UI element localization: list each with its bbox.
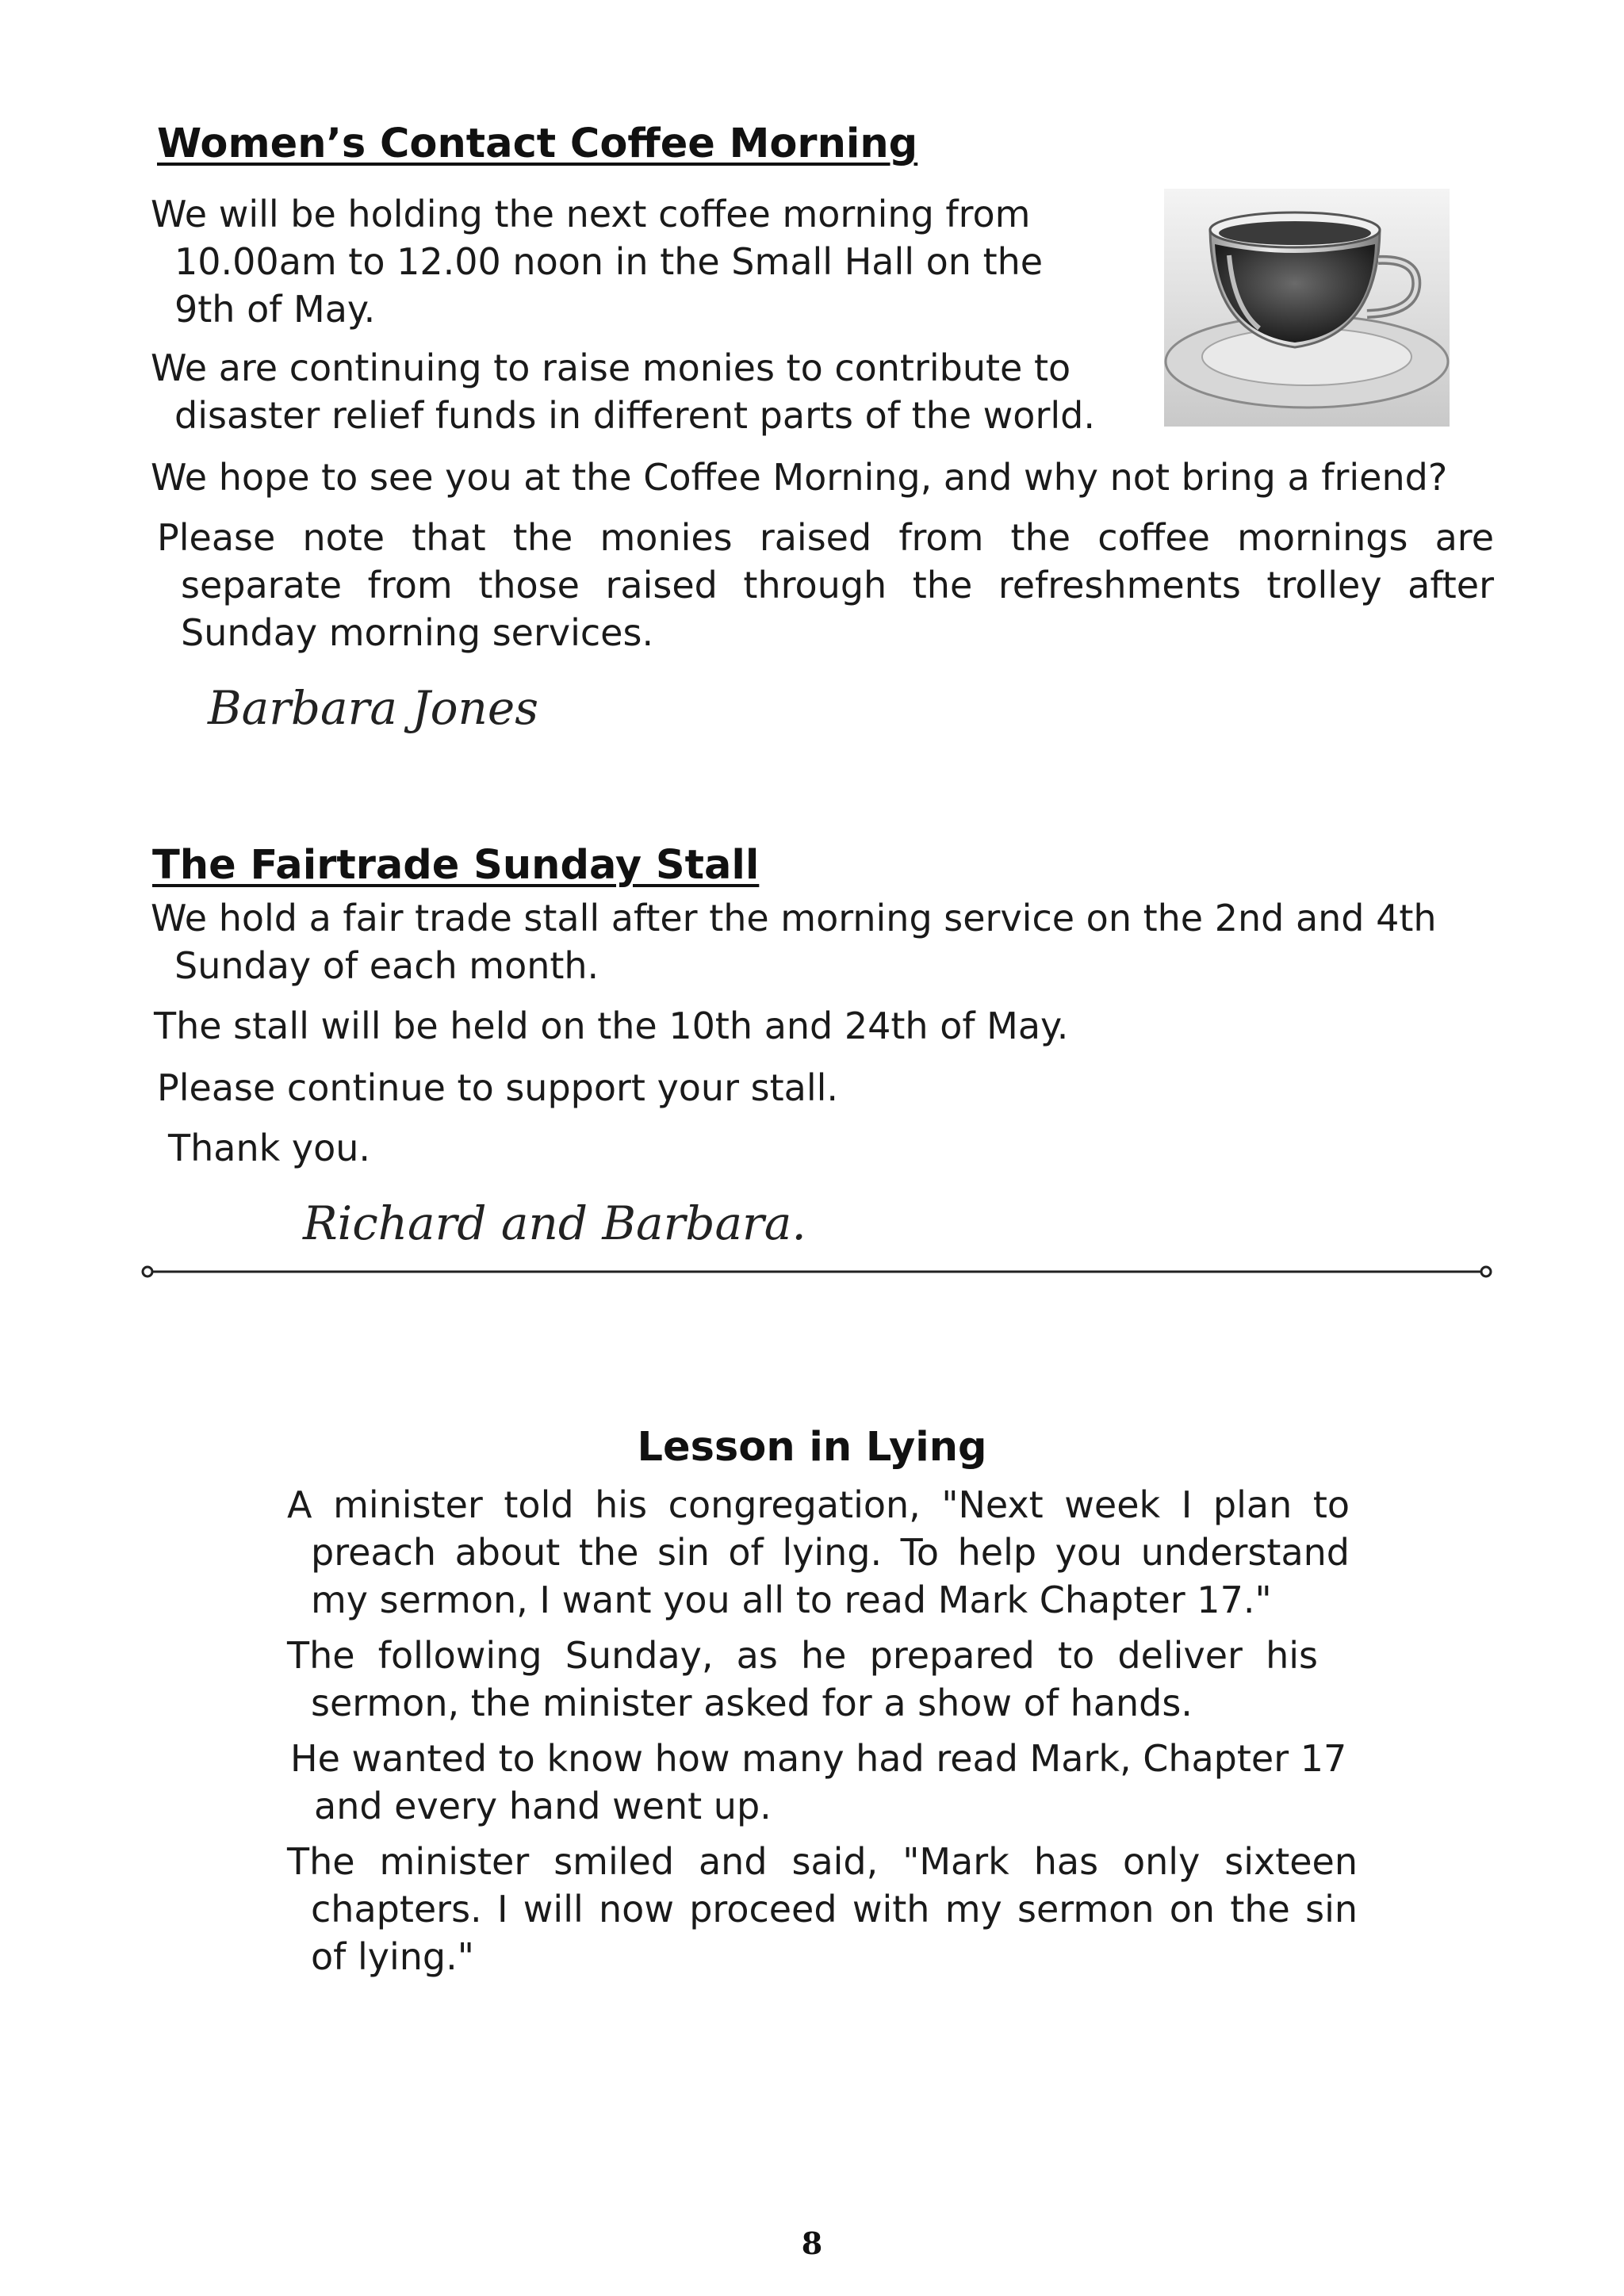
coffee-morning-paragraph: We are continuing to raise monies to contribute to disaster relief funds in different parts of the world. bbox=[151, 346, 1095, 437]
lesson-heading: Lesson in Lying bbox=[637, 1424, 987, 1471]
section-divider bbox=[141, 1262, 1492, 1281]
page-number: 8 bbox=[801, 2225, 823, 2261]
fairtrade-paragraph: We hold a fair trade stall after the morning service on the 2nd and 4th Sunday of each month. bbox=[151, 897, 1437, 987]
fairtrade-heading: The Fairtrade Sunday Stall bbox=[152, 842, 760, 889]
teacup-icon bbox=[1164, 189, 1450, 427]
coffee-morning-paragraph: We will be holding the next coffee morning from 10.00am to 12.00 noon in the Small Hall on the 9th of May. bbox=[151, 193, 1044, 331]
lesson-paragraph: He wanted to know how many had read Mark, Chapter 17 and every hand went up. bbox=[290, 1737, 1347, 1827]
signature-barbara-jones: Barbara Jones bbox=[208, 681, 538, 735]
lesson-paragraph: The minister smiled and said, "Mark has only sixteen chapters. I will now proceed with my sermon on the sin of lying." bbox=[287, 1840, 1358, 1978]
lesson-paragraph: A minister told his congregation, "Next week I plan to preach about the sin of lying. To help you understand my sermon, I want you all to read Mark Chapter 17." bbox=[287, 1483, 1350, 1621]
coffee-morning-paragraph: We hope to see you at the Coffee Morning, and why not bring a friend? bbox=[151, 456, 1448, 499]
coffee-morning-paragraph: Please note that the monies raised from the coffee mornings are separate from those raised through the refreshments trolley after Sunday morning services. bbox=[157, 516, 1494, 654]
fairtrade-paragraph: The stall will be held on the 10th and 24th of May. bbox=[154, 1004, 1069, 1047]
coffee-morning-heading: Women’s Contact Coffee Morning bbox=[157, 121, 918, 167]
lesson-paragraph: The following Sunday, as he prepared to deliver his sermon, the minister asked for a show of hands. bbox=[287, 1634, 1318, 1724]
fairtrade-paragraph: Thank you. bbox=[168, 1127, 370, 1169]
fairtrade-paragraph: Please continue to support your stall. bbox=[157, 1066, 838, 1109]
signature-richard-and-barbara: Richard and Barbara. bbox=[303, 1196, 806, 1250]
